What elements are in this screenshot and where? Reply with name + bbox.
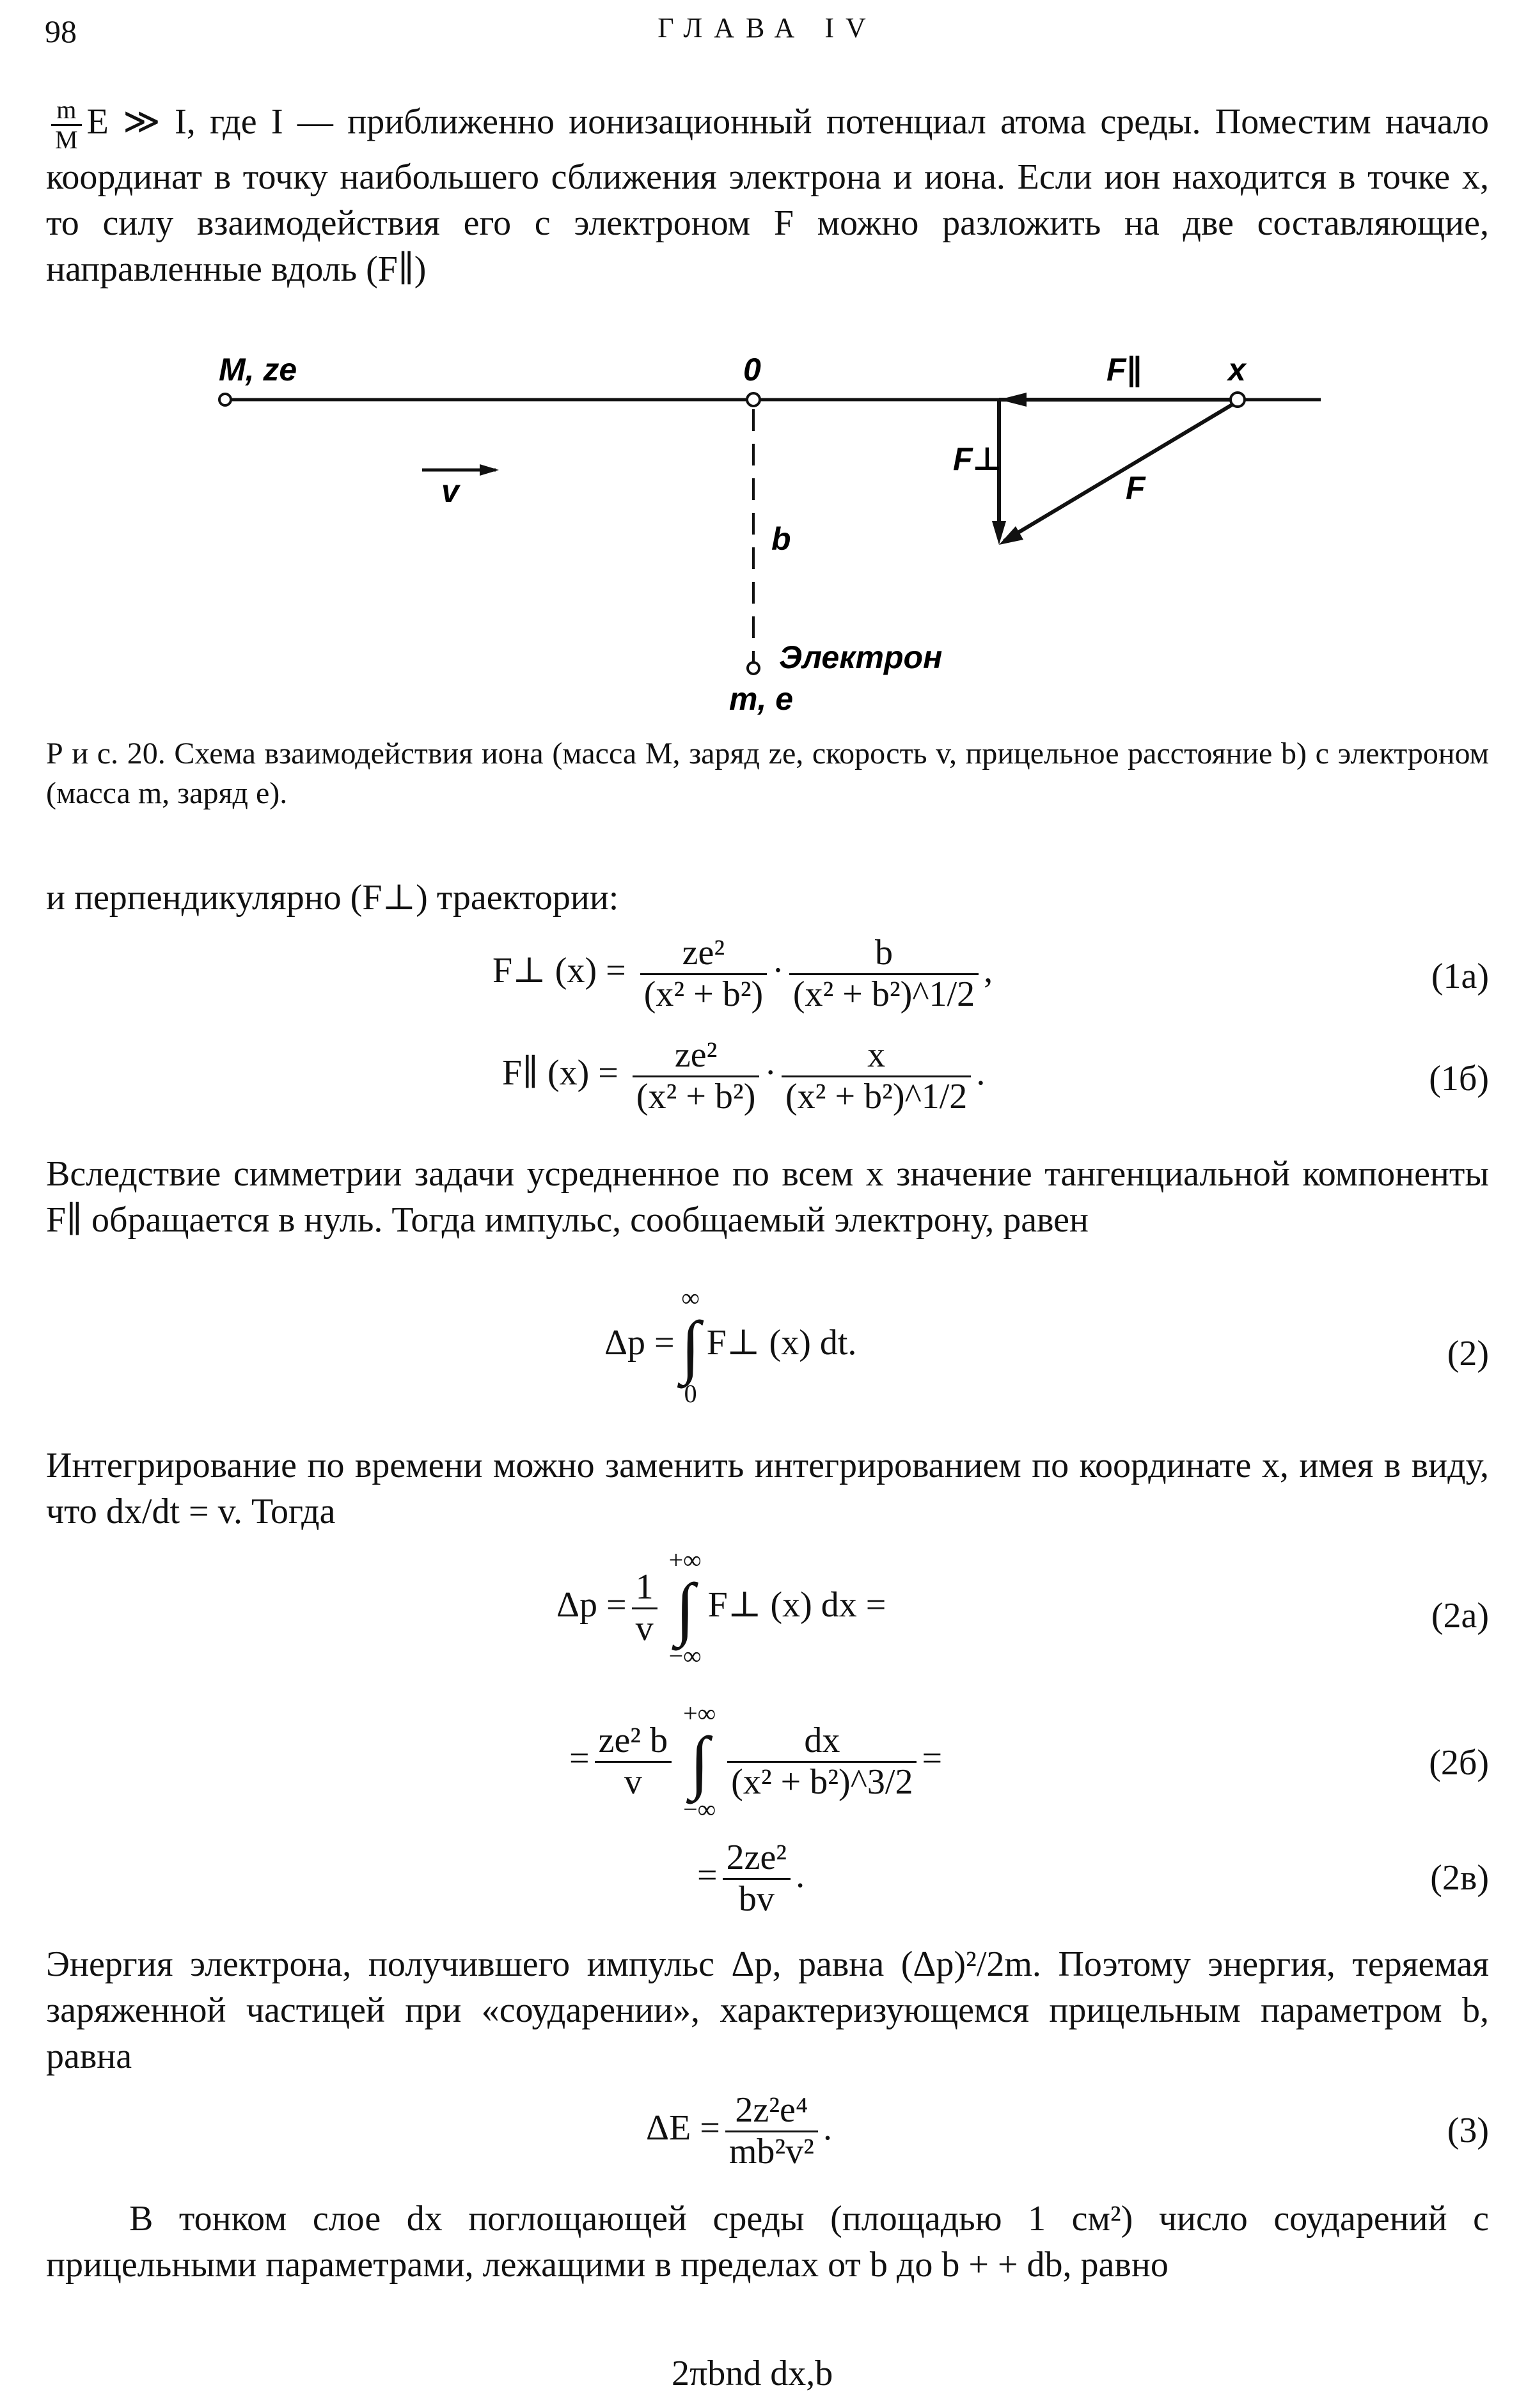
ion-point [219,394,231,405]
equation-3: ΔE = $\frac{\text{2z²e⁴}}{\text{mb²v²}}$ . [646,2090,832,2171]
label-b: b [771,521,791,557]
label-v: v [441,473,459,509]
figure-caption: Р и с. 20. Схема взаимодействия иона (масса M, заряд ze, скорость v, прицельное расстояние b) с электроном (масса m, заряд e). [46,737,1489,810]
electron-point [748,662,759,674]
equation-number-3: (3) [1447,2111,1489,2150]
equation-2: Δp = ∞ ∫ 0 F⊥ (x) dt. [604,1283,857,1408]
velocity-arrowhead [480,464,499,476]
label-ion: M, ze [219,352,297,387]
label-origin: 0 [743,352,761,387]
paragraph-energy: Энергия электрона, получившего импульс Δp, равна (Δp)²/2m. Поэтому энергия, теряемая заряженной частицей при «соударении», характеризующемся прицельным параметром b, равна [46,1944,1489,2076]
paragraph-integration: Интегрирование по времени можно заменить интегрированием по координате x, имея в виду, что dx/dt = v. Тогда [46,1446,1489,1531]
label-electron-params: m, e [729,681,794,717]
mass-ratio: $\frac{m}{M}$ [51,96,82,154]
label-f-perp: F⊥ [953,441,1002,477]
equation-2v: = $\frac{\text{2ze²}}{bv}$ . [697,1838,805,1919]
final-expression: 2πbnd dx,b [672,2354,833,2393]
origin-point [747,393,760,406]
intro-condition: E ≫ I, где I — приближенно ионизационный потенциал атома среды. [86,102,1201,142]
page-number: 98 [45,13,77,49]
equation-number-1b: (1б) [1429,1059,1489,1098]
equation-number-2a: (2а) [1431,1596,1489,1636]
f-parallel-arrowhead [999,393,1027,407]
equation-1a: F⊥ (x) = $\frac{\text{ze²}}{\text{(x² + b²)}}$ · $\frac{b}{\text{(x² + b²)\textasciicircum{}1/2}}$ , [492,933,993,1014]
paragraph-perpendicular: и перпендикулярно (F⊥) траектории: [46,878,619,918]
equation-number-1a: (1а) [1431,957,1489,996]
label-f: F [1126,470,1145,506]
intro-paragraph [46,96,1489,292]
equation-number-2v: (2в) [1430,1858,1489,1898]
equation-1b: F∥ (x) = $\frac{\text{ze²}}{\text{(x² + b²)}}$ · $\frac{x}{\text{(x² + b²)\textasciicircum{}1/2}}$ . [502,1035,986,1116]
paragraph-symmetry: Вследствие симметрии задачи усредненное по всем x значение тангенциальной компоненты F∥ обращается в нуль. Тогда импульс, сообщаемый электрону, равен [46,1154,1489,1240]
label-x: x [1228,352,1246,387]
interaction-diagram [211,345,1337,729]
equation-2b: = $\frac{\text{ze² b}}{v}$ +∞ ∫ −∞ $\frac{dx}{\text{(x² + b²)\textasciicircum{}3/2}}$ = [569,1699,943,1824]
equation-2a: Δp = $\frac{1}{v}$ +∞ ∫ −∞ F⊥ (x) dx = [556,1545,886,1670]
running-title: ГЛАВА IV [657,12,878,43]
label-f-parallel: F∥ [1106,352,1142,387]
f-resultant-arrow [1004,404,1233,541]
equation-number-2: (2) [1447,1334,1489,1373]
label-electron: Электрон [779,639,943,675]
intro-text: Поместим начало координат в точку наибольшего сближения электрона и иона. Если ион находится в точке x, то силу взаимодействия его с электроном F можно разложить на две составляющие, направленные вдоль (F∥) [46,102,1489,289]
paragraph-layer: В тонком слое dx поглощающей среды (площадью 1 см²) число соударений с прицельными параметрами, лежащими в пределах от b до b + + db, равно [46,2199,1489,2285]
equation-number-2b: (2б) [1429,1743,1489,1783]
